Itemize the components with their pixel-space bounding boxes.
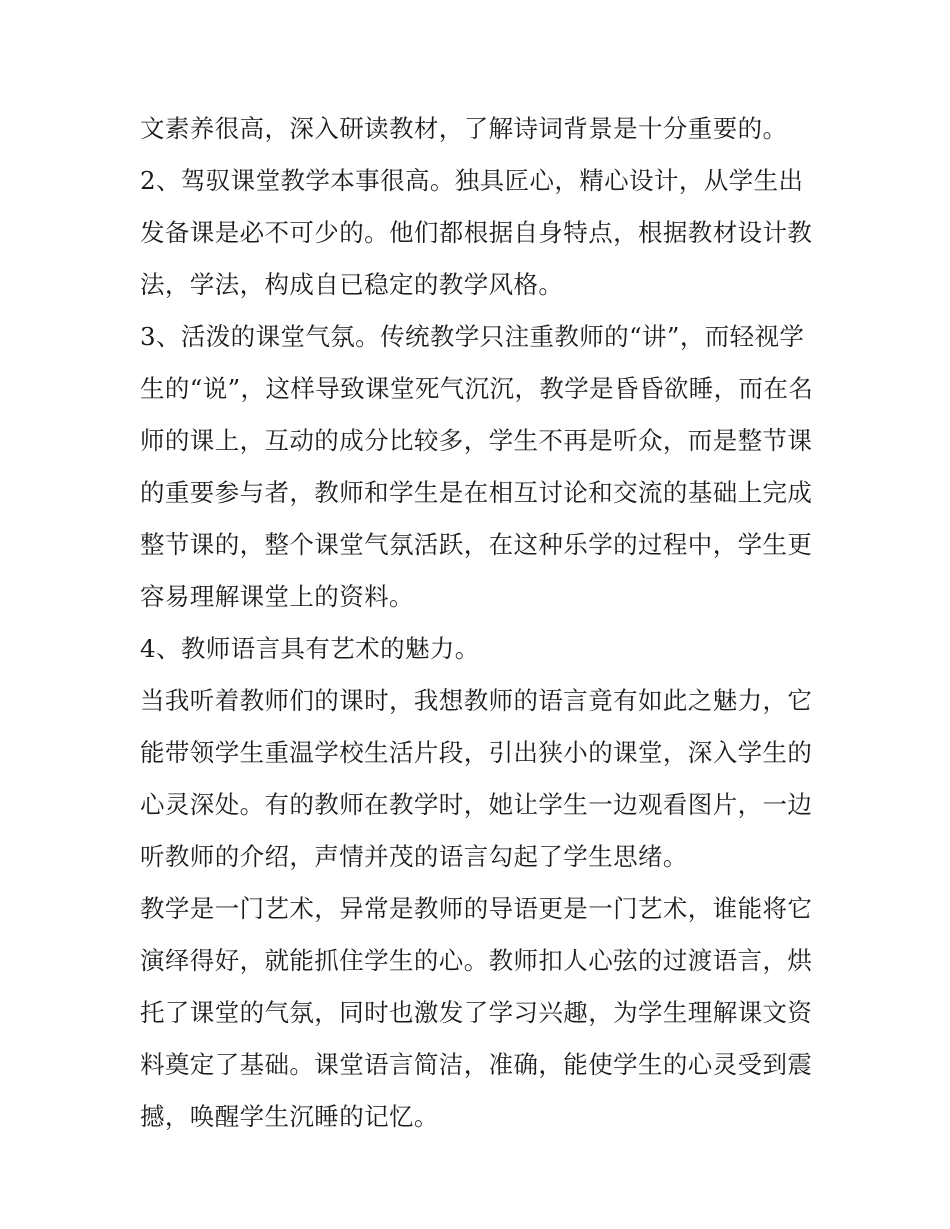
- text-line: 2、驾驭课堂教学本事很高。独具匠心，精心设计，从学生出: [140, 166, 804, 195]
- text-line: 教学是一门艺术，异常是教师的导语更是一门艺术，谁能将它: [140, 894, 813, 923]
- text-line: 4、教师语言具有艺术的魅力。: [140, 634, 480, 663]
- text-line: 听教师的介绍，声情并茂的语言勾起了学生思绪。: [140, 842, 688, 871]
- text-line: 师的课上，互动的成分比较多，学生不再是听众，而是整节课: [140, 426, 813, 455]
- text-line: 心灵深处。有的教师在教学时，她让学生一边观看图片，一边: [140, 790, 813, 819]
- text-line: 演绎得好，就能抓住学生的心。教师扣人心弦的过渡语言，烘: [140, 946, 813, 975]
- text-line: 发备课是必不可少的。他们都根据自身特点，根据教材设计教: [140, 218, 813, 247]
- text-line: 生的“说”，这样导致课堂死气沉沉，教学是昏昏欲睡，而在名: [140, 374, 814, 403]
- text-line: 撼，唤醒学生沉睡的记忆。: [140, 1102, 439, 1131]
- text-line: 容易理解课堂上的资料。: [140, 582, 414, 611]
- text-line: 法，学法，构成自已稳定的教学风格。: [140, 270, 564, 299]
- text-line: 3、活泼的课堂气氛。传统教学只注重教师的“讲”，而轻视学: [140, 322, 805, 351]
- text-line: 文素养很高，深入研读教材，了解诗词背景是十分重要的。: [140, 114, 788, 143]
- text-line: 料奠定了基础。课堂语言简洁，准确，能使学生的心灵受到震: [140, 1050, 813, 1079]
- text-line: 能带领学生重温学校生活片段，引出狭小的课堂，深入学生的: [140, 738, 813, 767]
- document-body: [140, 108, 820, 1148]
- text-line: 当我听着教师们的课时，我想教师的语言竟有如此之魅力，它: [140, 686, 813, 715]
- text-line: 整节课的，整个课堂气氛活跃，在这种乐学的过程中，学生更: [140, 530, 813, 559]
- text-line: 托了课堂的气氛，同时也激发了学习兴趣，为学生理解课文资: [140, 998, 813, 1027]
- text-line: 的重要参与者，教师和学生是在相互讨论和交流的基础上完成: [140, 478, 813, 507]
